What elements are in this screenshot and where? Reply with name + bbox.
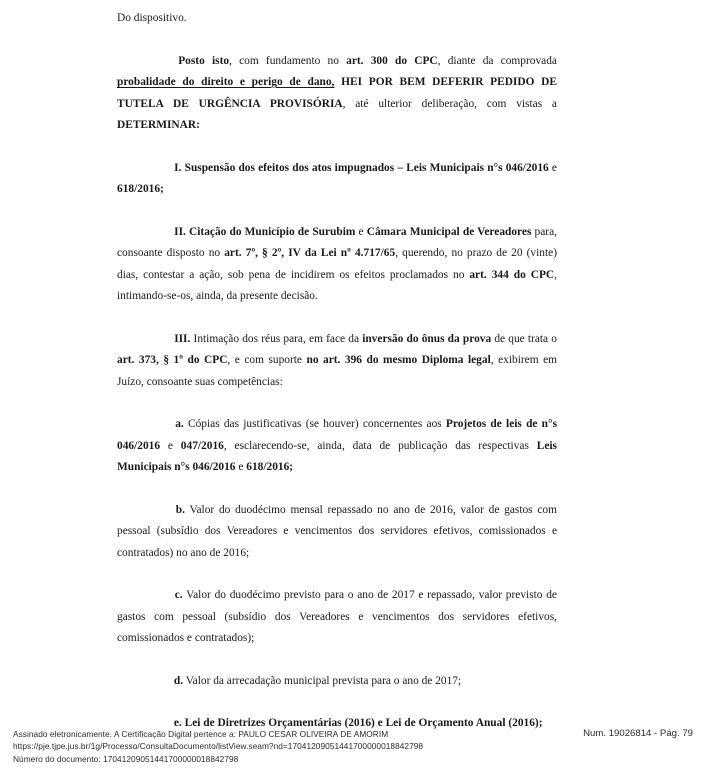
footer-signature-text: Assinado eletronicamente. A Certificação Digital pertence a: PAULO CESAR OLIVEIRA DE AMORIM: [13, 729, 389, 739]
item-a-text-2: , esclarecendo-se, ainda, data de publicação das respectivas: [223, 439, 537, 452]
item-iii-text-2: de que trata o: [491, 332, 557, 345]
item-a-conj-2: e: [235, 461, 247, 473]
item-e-text: e. Lei de Diretrizes Orçamentárias (2016) e Lei de Orçamento Anual (2016);: [173, 717, 543, 729]
paragraph-item-ii: [117, 222, 557, 308]
item-a-leis-municipais: Leis Municipais n°s 046/2016: [117, 439, 557, 473]
posto-isto-determinar: DETERMINAR:: [117, 119, 200, 131]
posto-isto-text-3: , até ulterior deliberação, com vistas a: [342, 97, 557, 110]
paragraph-item-i: [117, 158, 557, 201]
item-ii-text-3: , intimando-se-os, ainda, da presente decisão.: [117, 268, 557, 302]
item-a-lead: a.: [175, 418, 184, 430]
posto-isto-deferir: HEI POR BEM DEFERIR PEDIDO DE TUTELA DE URGÊNCIA PROVISÓRIA: [117, 76, 557, 110]
item-a-conj-1: e: [160, 439, 181, 452]
item-ii-text-1: para, consoante disposto no: [117, 225, 557, 259]
posto-isto-lead: Posto isto: [178, 54, 230, 67]
item-iii-lead: III.: [174, 332, 191, 345]
item-iii-art373: art. 373, § 1º do CPC: [117, 354, 228, 366]
item-ii-art344: art. 344 do CPC: [469, 268, 555, 281]
paragraph-item-a: [117, 414, 557, 479]
item-ii-camara: Câmara Municipal de Vereadores: [366, 225, 532, 238]
item-c-text: Valor do duodécimo previsto para o ano de 2017 e repassado, valor previsto de gastos com pessoal (subsídio dos Vereadores e vencimentos dos servidores efetivos, comissionados e contratados);: [117, 589, 557, 644]
paragraph-item-c: [117, 585, 557, 650]
posto-isto-underlined: probalidade do direito e perigo de dano,: [117, 76, 335, 88]
item-ii-text-2: , querendo, no prazo de 20 (vinte) dias, contestar a ação, sob pena de incidirem os efeitos proclamados no: [117, 247, 557, 281]
item-d-lead: d.: [173, 674, 184, 687]
item-i-bold-head: I. Suspensão dos efeitos dos atos impugnados – Leis Municipais n°s 046/2016: [174, 161, 549, 174]
item-a-projetos: Projetos de leis de n°s 046/2016: [117, 418, 557, 452]
paragraph-posto-isto: [117, 51, 557, 137]
posto-isto-text-1: , com fundamento no: [229, 54, 347, 67]
item-a-text-1: Cópias das justificativas (se houver) concernentes aos: [183, 418, 446, 430]
item-a-lei-618: 618/2016;: [246, 461, 294, 473]
paragraph-item-iii: [117, 329, 557, 394]
item-iii-text-3: , e com suporte: [227, 354, 307, 366]
item-i-conjunction: e: [548, 161, 557, 174]
footer-signature-block: [13, 728, 423, 765]
footer-page-marker: Num. 19026814 - Pág. 79: [583, 728, 693, 739]
item-iii-inversao: inversão do ônus da prova: [362, 332, 492, 345]
item-ii-lei-4717: art. 7º, § 2º, IV da Lei nº 4.717/65: [224, 247, 396, 259]
item-d-text: Valor da arrecadação municipal prevista para o ano de 2017;: [183, 674, 462, 687]
item-b-text: Valor do duodécimo mensal repassado no ano de 2016, valor de gastos com pessoal (subsídio dos Vereadores e vencimentos dos servidores efetivos, comissionados e contratados) no ano de 2016;: [117, 503, 557, 559]
item-ii-conjunction: e: [355, 225, 367, 238]
intro-text: Do dispositivo.: [117, 12, 187, 24]
item-c-lead: c.: [174, 589, 183, 601]
item-ii-lead: II. Citação do Município de Surubim: [174, 225, 356, 238]
item-a-projeto-047: 047/2016: [180, 439, 224, 452]
item-b-lead: b.: [175, 503, 185, 516]
paragraph-item-b: [117, 500, 557, 565]
item-iii-art396: no art. 396 do mesmo Diploma legal: [306, 354, 491, 366]
page-footer: [0, 700, 701, 780]
item-iii-text-4: , exibirem em Juízo, consoante suas competências:: [117, 354, 558, 388]
footer-url[interactable]: https://pje.tjpe.jus.br/1g/Processo/ConsultaDocumento/listView.seam?nd=17041209051441700000018842798: [13, 741, 424, 752]
item-i-bold-tail: 618/2016;: [117, 183, 164, 195]
footer-document-number: Número do documento: 17041209051441700000018842798: [13, 753, 239, 764]
posto-isto-text-2: , diante da comprovada: [437, 54, 557, 67]
paragraph-item-d: [117, 671, 557, 693]
paragraph-do-dispositivo: [117, 8, 557, 30]
posto-isto-art300: art. 300 do CPC: [346, 54, 438, 67]
document-body: [117, 8, 557, 735]
item-iii-text-1: Intimação dos réus para, em face da: [190, 332, 363, 345]
